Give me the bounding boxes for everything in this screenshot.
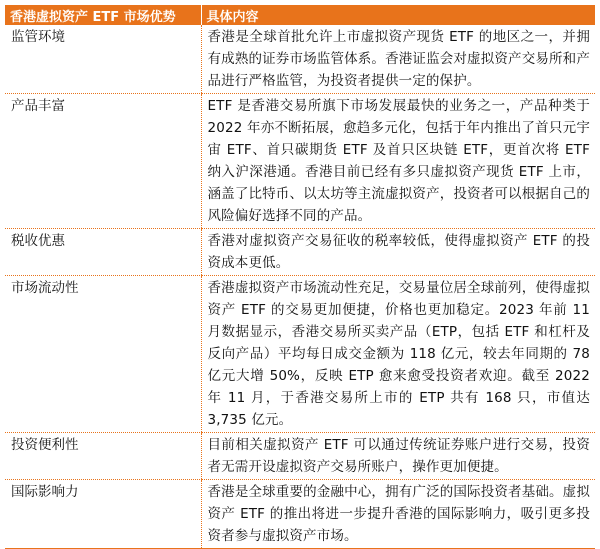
row-category-convenience: 投资便利性 bbox=[5, 433, 201, 480]
row-content-liquidity: 香港虚拟资产市场流动性充足，交易量位居全球前列，使得虚拟资产 ETF 的交易更加便捷，价格也更加稳定。2023 年前 11 月数据显示，香港交易所买卖产品（ETP，包括 ETF 和杠杆及反向产品）平均每日成交金额为 118 亿元，较去年同期的 78 亿元大增 50%，反映 ETP 愈来愈受投资者欢迎。截至 2022 年 11 月，于香港交易所上市的 ETP 共有 168 只，市值达 3,735 亿元。 bbox=[201, 276, 595, 433]
row-category-liquidity: 市场流动性 bbox=[5, 276, 201, 433]
row-content-convenience: 目前相关虚拟资产 ETF 可以通过传统证券账户进行交易，投资者无需开设虚拟资产交易所账户，操作更加便捷。 bbox=[201, 433, 595, 480]
table-row bbox=[5, 480, 595, 549]
table-row bbox=[5, 229, 595, 276]
table-row bbox=[5, 433, 595, 480]
header-details: 具体内容 bbox=[201, 5, 595, 25]
row-content-products: ETF 是香港交易所旗下市场发展最快的业务之一，产品种类于 2022 年亦不断拓展，愈趋多元化，包括于年内推出了首只元宇宙 ETF、首只碳期货 ETF 及首只区块链 ETF，更首次将 ETF 纳入沪深港通。香港目前已经有多只虚拟资产现货 ETF 上市，涵盖了比特币、以太坊等主流虚拟资产，投资者可以根据自己的风险偏好选择不同的产品。 bbox=[201, 94, 595, 229]
row-content-regulation: 香港是全球首批允许上市虚拟资产现货 ETF 的地区之一，并拥有成熟的证券市场监管体系。香港证监会对虚拟资产交易所和产品进行严格监管，为投资者提供一定的保护。 bbox=[201, 25, 595, 94]
row-content-influence: 香港是全球重要的金融中心，拥有广泛的国际投资者基础。虚拟资产 ETF 的推出将进一步提升香港的国际影响力，吸引更多投资者参与虚拟资产市场。 bbox=[201, 480, 595, 549]
row-category-products: 产品丰富 bbox=[5, 94, 201, 229]
row-category-regulation: 监管环境 bbox=[5, 25, 201, 94]
row-category-tax: 税收优惠 bbox=[5, 229, 201, 276]
table-row bbox=[5, 276, 595, 433]
table-row bbox=[5, 25, 595, 94]
table-header-row bbox=[5, 5, 595, 25]
header-advantage: 香港虚拟资产 ETF 市场优势 bbox=[5, 5, 201, 25]
row-category-influence: 国际影响力 bbox=[5, 480, 201, 549]
table-row bbox=[5, 94, 595, 229]
advantages-table bbox=[5, 5, 595, 549]
row-content-tax: 香港对虚拟资产交易征收的税率较低，使得虚拟资产 ETF 的投资成本更低。 bbox=[201, 229, 595, 276]
